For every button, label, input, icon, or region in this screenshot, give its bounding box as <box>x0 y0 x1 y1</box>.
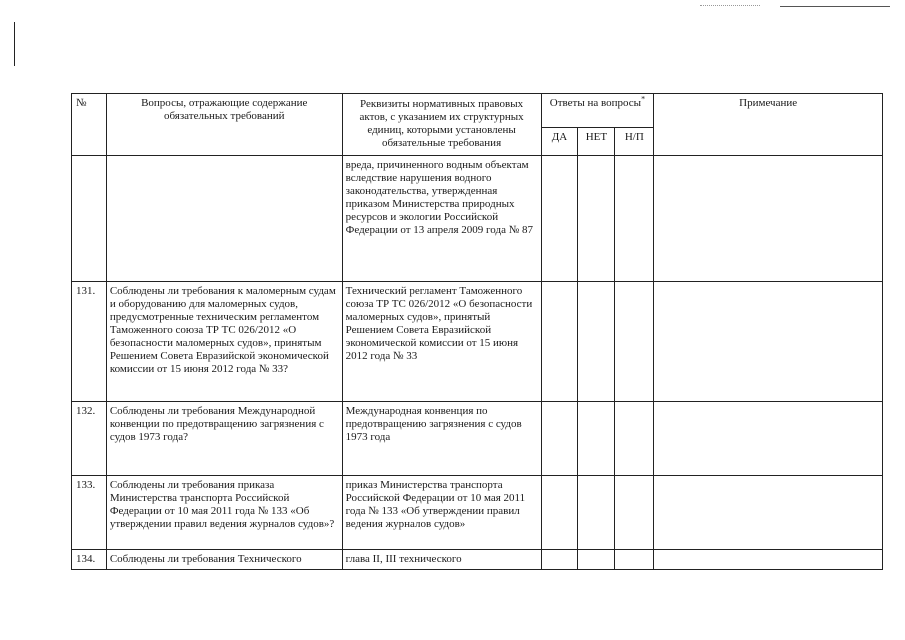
header-note: Примечание <box>654 94 883 156</box>
margin-line <box>14 22 15 66</box>
row-num: 132. <box>72 402 107 476</box>
answer-yes-cell[interactable] <box>541 402 578 476</box>
answer-no-cell[interactable] <box>578 156 615 282</box>
row-question: Соблюдены ли требования Международной конвенции по предотвращению загрязнения с судов 1973 года? <box>106 402 342 476</box>
row-num: 134. <box>72 550 107 570</box>
checklist-table <box>71 93 883 570</box>
row-requisites: глава II, III технического <box>342 550 541 570</box>
answer-yes-cell[interactable] <box>541 476 578 550</box>
header-requisites: Реквизиты нормативных правовых актов, с указанием их структурных единиц, которыми установлены обязательные требования <box>342 94 541 156</box>
header-no: НЕТ <box>578 128 615 156</box>
header-yes: ДА <box>541 128 578 156</box>
row-requisites: приказ Министерства транспорта Российской Федерации от 10 мая 2011 года № 133 «Об утверждении правил ведения журналов судов» <box>342 476 541 550</box>
note-cell[interactable] <box>654 550 883 570</box>
row-num: 133. <box>72 476 107 550</box>
top-rule <box>780 6 890 7</box>
row-num: 131. <box>72 282 107 402</box>
answer-yes-cell[interactable] <box>541 156 578 282</box>
header-answers-label: Ответы на вопросы <box>549 97 642 109</box>
answer-no-cell[interactable] <box>578 476 615 550</box>
table-row <box>72 550 883 570</box>
answer-na-cell[interactable] <box>615 282 654 402</box>
table-row <box>72 402 883 476</box>
top-dotted-mark <box>700 5 760 7</box>
table-row <box>72 282 883 402</box>
answer-na-cell[interactable] <box>615 550 654 570</box>
header-num: № <box>72 94 107 156</box>
answer-yes-cell[interactable] <box>541 282 578 402</box>
answer-no-cell[interactable] <box>578 402 615 476</box>
table-row <box>72 156 883 282</box>
note-cell[interactable] <box>654 282 883 402</box>
answer-na-cell[interactable] <box>615 402 654 476</box>
answer-yes-cell[interactable] <box>541 550 578 570</box>
header-questions: Вопросы, отражающие содержание обязательных требований <box>106 94 342 156</box>
row-requisites: Международная конвенция по предотвращению загрязнения с судов 1973 года <box>342 402 541 476</box>
table-row <box>72 476 883 550</box>
note-cell[interactable] <box>654 476 883 550</box>
row-requisites: вреда, причиненного водным объектам вследствие нарушения водного законодательства, утвержденная приказом Министерства природных ресурсов и экологии Российской Федерации от 13 апреля 2009 года № 87 <box>342 156 541 282</box>
row-question: Соблюдены ли требования к маломерным судам и оборудованию для маломерных судов, предусмотренные техническим регламентом Таможенного союза ТР ТС 026/2012 «О безопасности маломерных судов», принятым Решением Совета Евразийской экономической комиссии от 15 июня 2012 года № 33? <box>106 282 342 402</box>
answer-na-cell[interactable] <box>615 156 654 282</box>
header-answers-mark: * <box>641 94 646 104</box>
row-num <box>72 156 107 282</box>
row-question: Соблюдены ли требования приказа Министерства транспорта Российской Федерации от 10 мая 2011 года № 133 «Об утверждении правил ведения журналов судов»? <box>106 476 342 550</box>
note-cell[interactable] <box>654 156 883 282</box>
answer-na-cell[interactable] <box>615 476 654 550</box>
answer-no-cell[interactable] <box>578 282 615 402</box>
row-requisites: Технический регламент Таможенного союза ТР ТС 026/2012 «О безопасности маломерных судов», принятый Решением Совета Евразийской экономической комиссии от 15 июня 2012 года № 33 <box>342 282 541 402</box>
header-na: Н/П <box>615 128 654 156</box>
row-question <box>106 156 342 282</box>
answer-no-cell[interactable] <box>578 550 615 570</box>
row-question: Соблюдены ли требования Технического <box>106 550 342 570</box>
table-header-row <box>72 94 883 128</box>
note-cell[interactable] <box>654 402 883 476</box>
header-answers <box>541 94 654 128</box>
